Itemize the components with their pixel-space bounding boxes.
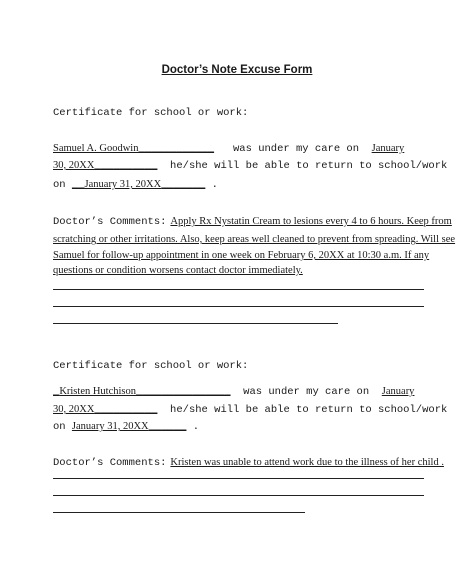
comment-1-1: scratching or other irritations. Also, keep areas well cleaned to prevent from spreading. Will see <box>53 234 456 245</box>
comments-label-1: Doctor’s Comments: <box>53 216 167 228</box>
comments-line-1a <box>53 213 452 229</box>
comment-1-0: Apply Rx Nystatin Cream to lesions every 4 to 6 hours. Keep from <box>170 216 452 227</box>
under-care-text-2: was under my care on <box>243 386 370 398</box>
date-blank-1: __________ <box>94 160 158 172</box>
comment-1-2: Samuel for follow-up appointment in one week on February 6, 20XX at 10:30 a.m. If any <box>53 250 430 261</box>
return-date-2: January 31, 20XX <box>71 421 149 432</box>
care-date-2b: 30, 20XX <box>53 404 95 415</box>
blank-rule <box>53 289 424 290</box>
under-care-text-1: was under my care on <box>233 143 360 155</box>
return-text-1: he/she will be able to return to school/work <box>170 160 448 172</box>
blank-rule <box>53 512 305 513</box>
on-line-2: on January 31, 20XX______ . <box>53 421 200 433</box>
return-text-2: he/she will be able to return to school/work <box>170 404 448 416</box>
on-text-1: on <box>53 179 66 191</box>
form-title: Doctor’s Note Excuse Form <box>161 64 313 76</box>
comments-line-2a <box>53 454 444 470</box>
patient-name-1: Samuel A. Goodwin <box>53 143 139 154</box>
return-line-1 <box>53 157 447 173</box>
blank-rule <box>53 478 424 479</box>
return-line-2 <box>53 401 447 417</box>
care-date-2a: January <box>381 386 415 397</box>
certificate-label-2: Certificate for school or work: <box>53 360 249 372</box>
blank-rule <box>53 306 424 307</box>
blank-rule <box>53 495 424 496</box>
on-text-2: on <box>53 421 66 433</box>
date-blank-2: __________ <box>94 404 158 416</box>
blank-rule <box>53 323 338 324</box>
certificate-label-1: Certificate for school or work: <box>53 107 249 119</box>
care-date-1b: 30, 20XX <box>53 160 95 171</box>
on-line-1: on __January 31, 20XX_______ . <box>53 179 218 191</box>
comment-1-3: questions or condition worsens contact doctor immediately. <box>53 265 303 276</box>
care-date-1a: January <box>371 143 405 154</box>
comments-label-2: Doctor’s Comments: <box>53 457 167 469</box>
return-date-1: January 31, 20XX <box>84 179 162 190</box>
care-line-1 <box>53 140 404 156</box>
comment-2-0: Kristen was unable to attend work due to the illness of her child . <box>170 457 444 468</box>
patient-name-2: Kristen Hutchison <box>59 386 137 397</box>
care-line-2: _Kristen Hutchison_______________ was under my care on January <box>53 386 415 398</box>
name-blank-1: ____________ <box>138 143 215 155</box>
name-blank-2: _______________ <box>136 386 231 398</box>
